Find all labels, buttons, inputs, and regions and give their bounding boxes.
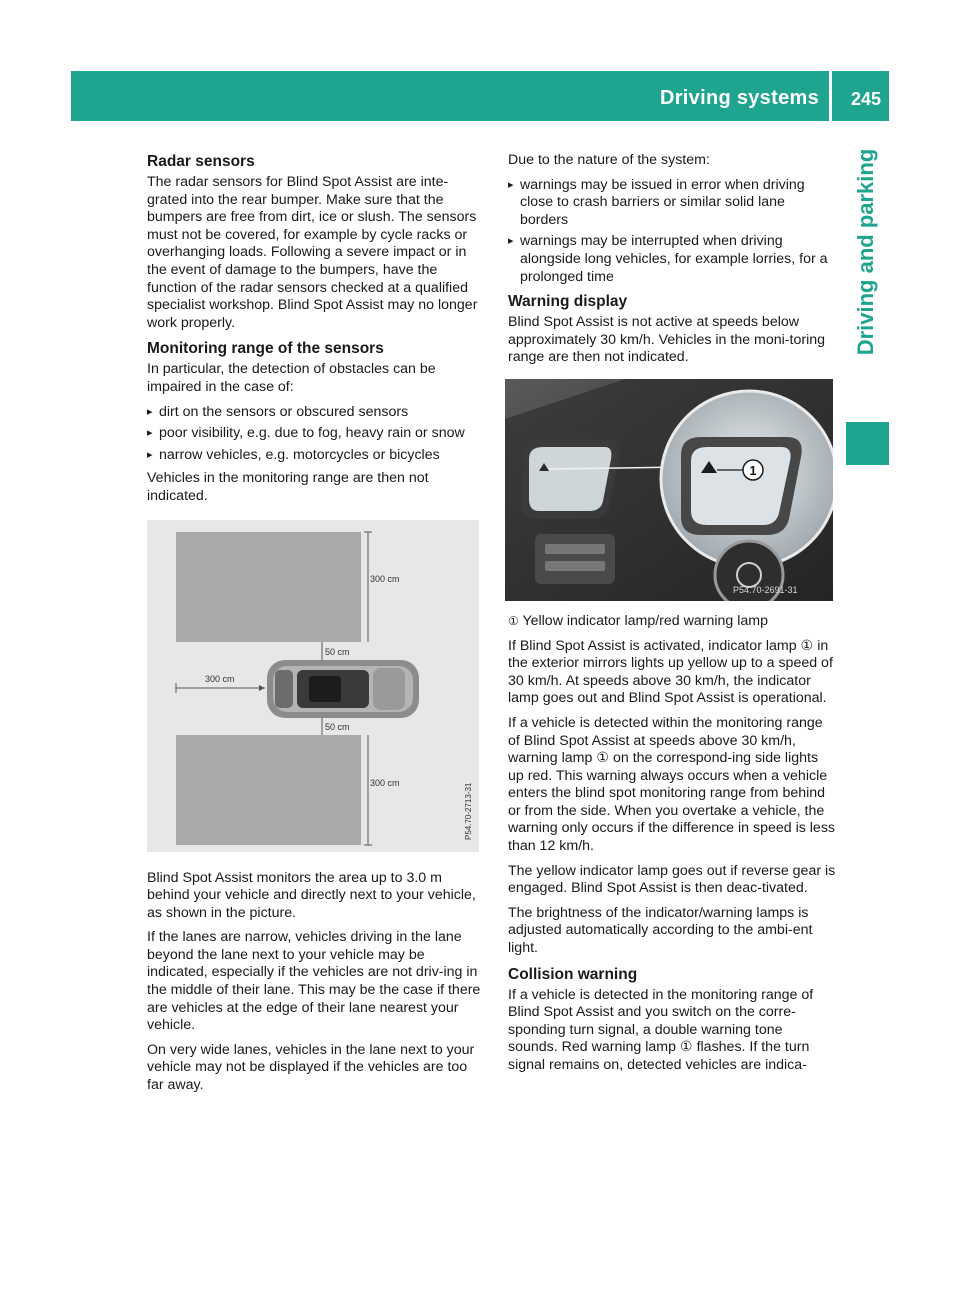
list-item: ▸ narrow vehicles, e.g. motorcycles or bicycles bbox=[147, 447, 483, 465]
collision-text: If a vehicle is detected in the monitoring range of Blind Spot Assist and you switch on the corre-sponding turn signal, a double warning tone sounds. Red warning lamp ① flashes. If the turn signal remains on, detected vehicles are indica- bbox=[508, 986, 814, 1073]
callout-marker: ① bbox=[508, 613, 519, 628]
list-item: ▸ warnings may be interrupted when driving alongside long vehicles, for example lorries, for a prolonged time bbox=[508, 233, 836, 286]
photo-caption bbox=[508, 613, 836, 631]
bottom-zone bbox=[176, 735, 361, 845]
brightness-text: The brightness of the indicator/warning lamps is adjusted automatically according to the ambi-ent light. bbox=[508, 904, 813, 957]
mirror-photo bbox=[505, 379, 833, 601]
reverse-text: The yellow indicator lamp goes out if reverse gear is engaged. Blind Spot Assist is then deac-tivated. bbox=[508, 862, 836, 897]
monitoring-intro: In particular, the detection of obstacles can be impaired in the case of: bbox=[147, 361, 436, 395]
monitoring-range-svg bbox=[147, 520, 479, 852]
label-50-top: 50 cm bbox=[325, 646, 350, 657]
list-item: ▸ warnings may be issued in error when driving close to crash barriers or similar solid lane borders bbox=[508, 177, 836, 230]
right-column bbox=[508, 152, 836, 1082]
monitor-text: Blind Spot Assist monitors the area up to 3.0 m behind your vehicle and directly next to your vehicle, as shown in the picture. bbox=[147, 869, 476, 921]
radar-text: The radar sensors for Blind Spot Assist are inte-grated into the rear bumper. Make sure that the bumpers are free from dirt, ice or slush. The sensors must not be covered, for example by cycle racks or overhanging loads. Following a severe impact or in the event of damage to the bumpers, have the function of the radar sensors checked at a qualified specialist workshop. Blind Spot Assist may no longer work properly. bbox=[147, 174, 478, 331]
label-300-side: 300 cm bbox=[205, 673, 235, 684]
detected-text: If a vehicle is detected within the monitoring range of Blind Spot Assist at speeds above 30 km/h, warning lamp ① on the correspond-ing side lights up red. This warning always occurs when a vehicle enters the blind spot monitoring range from behind or from the side. When you overtake a vehicle, the warning only occurs if the difference in speed is less than 12 km/h. bbox=[508, 714, 836, 855]
mirror-photo-svg bbox=[505, 379, 833, 601]
callout-number: 1 bbox=[749, 462, 757, 478]
not-indicated-text: Vehicles in the monitoring range are then not indicated. bbox=[147, 470, 429, 504]
warning-heading: Warning display bbox=[508, 293, 628, 311]
label-300-top: 300 cm bbox=[370, 573, 400, 584]
header-bar bbox=[71, 71, 889, 121]
warning-text: Blind Spot Assist is not active at speeds below approximately 30 km/h. Vehicles in the moni-toring range are then not indicated. bbox=[508, 314, 826, 366]
page-number: 245 bbox=[850, 89, 881, 109]
side-tab-marker bbox=[846, 422, 889, 465]
monitoring-heading: Monitoring range of the sensors bbox=[147, 340, 384, 358]
side-tab-label: Driving and parking bbox=[853, 148, 878, 356]
narrow-lanes-text: If the lanes are narrow, vehicles driving in the lane beyond the lane next to your vehicle may be indicated, especially if the vehicles are not driv-ing in the middle of their lane. This may be the case if there are vehicles at the edge of their lane nearest your vehicle. bbox=[147, 929, 481, 1034]
nature-list bbox=[508, 177, 836, 287]
section-title: Driving systems bbox=[659, 87, 819, 109]
photo-code: P54.70-2691-31 bbox=[733, 584, 798, 595]
label-50-bottom: 50 cm bbox=[325, 721, 350, 732]
figure-code: P54.70-2713-31 bbox=[464, 782, 473, 840]
left-column bbox=[147, 152, 483, 1102]
label-300-bottom: 300 cm bbox=[370, 777, 400, 788]
impairment-list bbox=[147, 404, 483, 465]
nature-intro: Due to the nature of the system: bbox=[508, 152, 710, 168]
car-top-view bbox=[267, 660, 419, 718]
activated-text: If Blind Spot Assist is activated, indicator lamp ① in the exterior mirrors lights up yellow up to a speed of 30 km/h. At speeds above 30 km/h, the indicator lamp goes out and Blind Spot Assist is operational. bbox=[508, 637, 833, 707]
radar-heading: Radar sensors bbox=[147, 153, 255, 170]
header-divider bbox=[829, 71, 832, 121]
monitoring-range-diagram bbox=[147, 520, 479, 852]
caption-text: Yellow indicator lamp/red warning lamp bbox=[522, 612, 768, 629]
collision-heading: Collision warning bbox=[508, 965, 638, 983]
wide-lanes-text: On very wide lanes, vehicles in the lane next to your vehicle may not be displayed if the vehicles are too far away. bbox=[147, 1041, 475, 1094]
list-item: ▸ poor visibility, e.g. due to fog, heavy rain or snow bbox=[147, 425, 483, 443]
top-zone bbox=[176, 532, 361, 642]
list-item: ▸ dirt on the sensors or obscured sensors bbox=[147, 404, 483, 422]
